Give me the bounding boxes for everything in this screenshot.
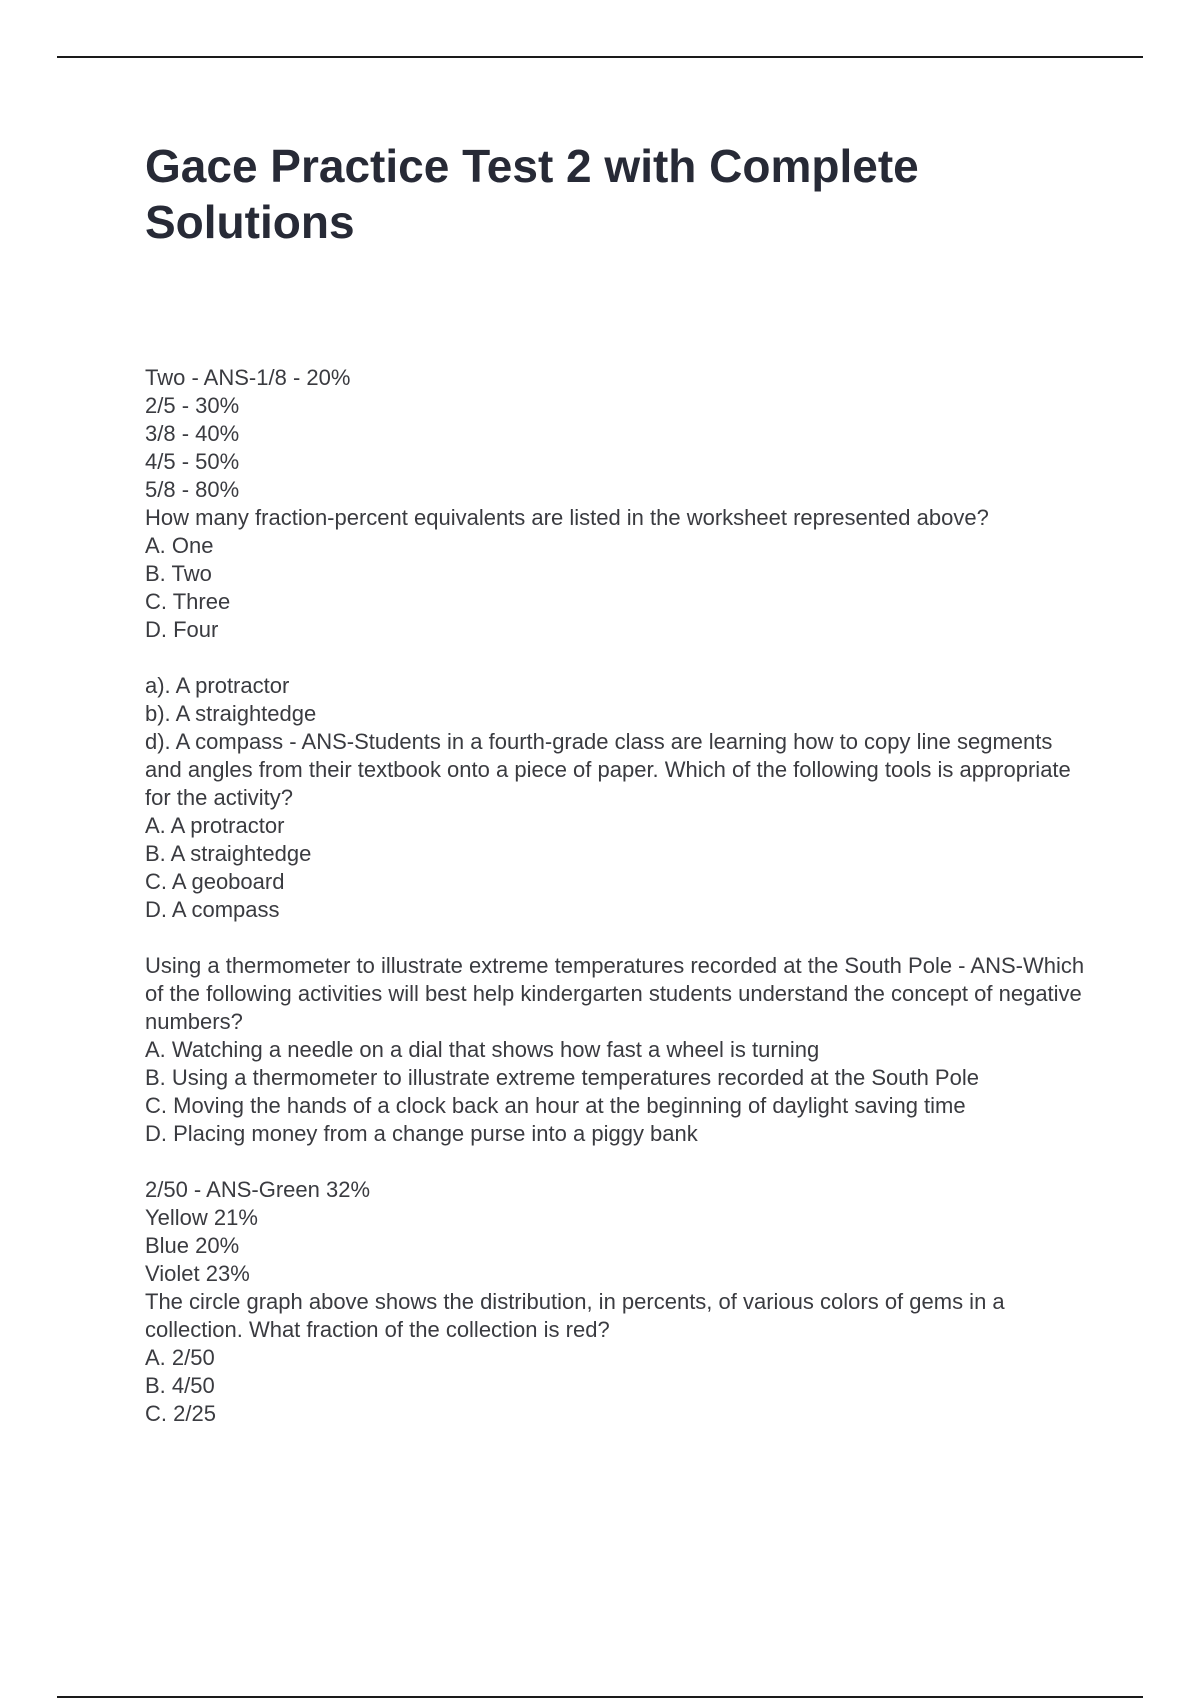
- option-d: D. A compass: [145, 897, 280, 922]
- worksheet-line: 2/5 - 30%: [145, 393, 240, 418]
- worksheet-line: 3/8 - 40%: [145, 421, 240, 446]
- question-block-4: [145, 1176, 1085, 1428]
- answer-line: a). A protractor: [145, 673, 290, 698]
- option-c: C. A geoboard: [145, 869, 285, 894]
- question-text: d). A compass - ANS-Students in a fourth-grade class are learning how to copy line segments and angles from their textbook onto a piece of paper. Which of the following tools is appropriate for the activity?: [145, 729, 1071, 810]
- option-b: B. Using a thermometer to illustrate extreme temperatures recorded at the South Pole: [145, 1065, 979, 1090]
- document-title: Gace Practice Test 2 with Complete Solutions: [145, 140, 919, 248]
- option-b: B. 4/50: [145, 1373, 215, 1398]
- document-body: [145, 138, 1085, 1456]
- top-rule: [57, 56, 1143, 58]
- option-b: B. Two: [145, 561, 212, 586]
- option-d: D. Placing money from a change purse into a piggy bank: [145, 1121, 698, 1146]
- option-d: D. Four: [145, 617, 219, 642]
- worksheet-line: 4/5 - 50%: [145, 449, 240, 474]
- question-list: [145, 364, 1085, 1428]
- answer-line: 2/50 - ANS-Green 32%: [145, 1177, 371, 1202]
- answer-line: Two - ANS-1/8 - 20%: [145, 365, 351, 390]
- option-c: C. Three: [145, 589, 231, 614]
- question-block-1: [145, 364, 1085, 644]
- option-c: C. 2/25: [145, 1401, 216, 1426]
- question-block-3: [145, 952, 1085, 1148]
- option-c: C. Moving the hands of a clock back an hour at the beginning of daylight saving time: [145, 1093, 966, 1118]
- graph-value-line: Blue 20%: [145, 1233, 240, 1258]
- option-a: A. One: [145, 533, 214, 558]
- option-a: A. Watching a needle on a dial that shows how fast a wheel is turning: [145, 1037, 820, 1062]
- bottom-rule: [57, 1696, 1143, 1698]
- option-b: B. A straightedge: [145, 841, 312, 866]
- option-a: A. A protractor: [145, 813, 285, 838]
- question-text: The circle graph above shows the distribution, in percents, of various colors of gems in a collection. What fraction of the collection is red?: [145, 1289, 1005, 1342]
- graph-value-line: Violet 23%: [145, 1261, 250, 1286]
- option-a: A. 2/50: [145, 1345, 215, 1370]
- question-text: How many fraction-percent equivalents are listed in the worksheet represented above?: [145, 505, 989, 530]
- question-text: Using a thermometer to illustrate extreme temperatures recorded at the South Pole - ANS-Which of the following activities will best help kindergarten students understand the concept of negative numbers?: [145, 953, 1085, 1034]
- worksheet-line: 5/8 - 80%: [145, 477, 240, 502]
- question-block-2: [145, 672, 1085, 924]
- answer-line: b). A straightedge: [145, 701, 317, 726]
- graph-value-line: Yellow 21%: [145, 1205, 258, 1230]
